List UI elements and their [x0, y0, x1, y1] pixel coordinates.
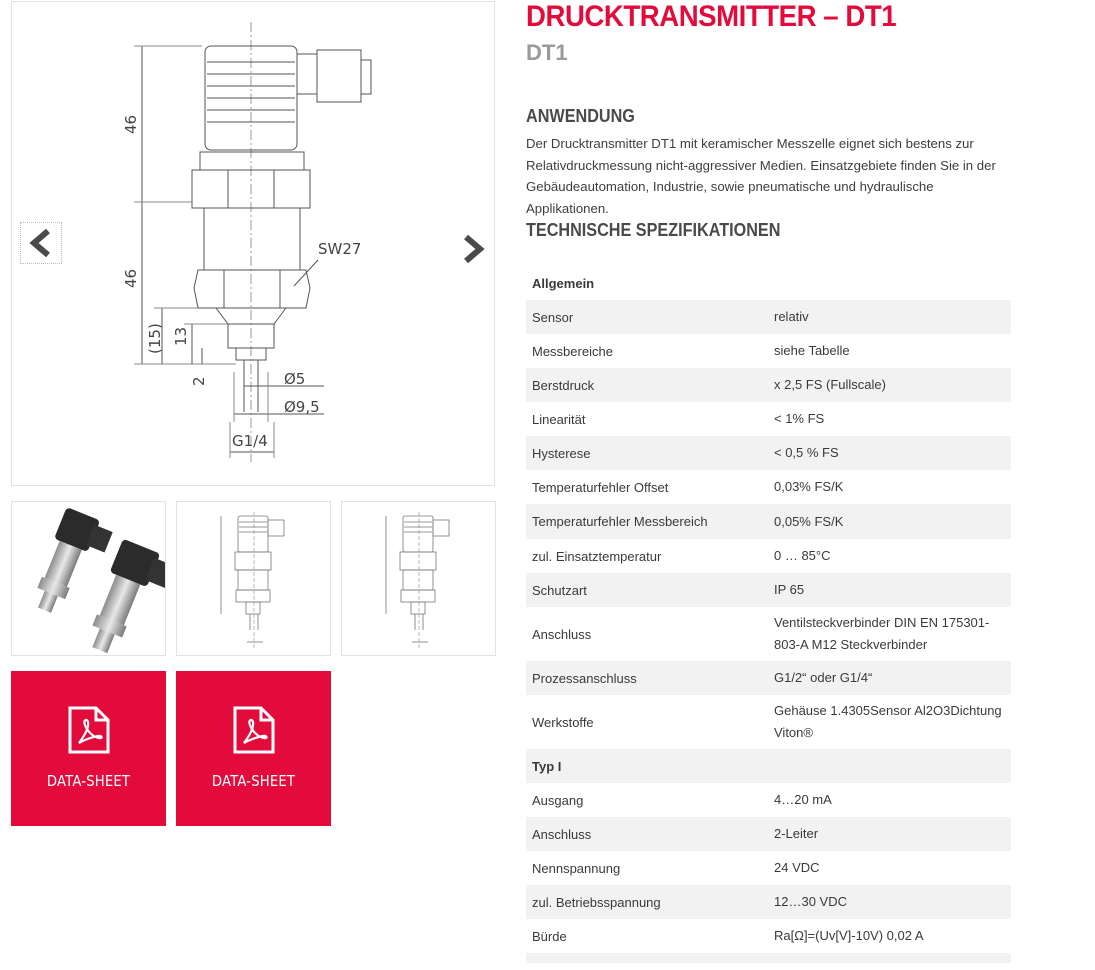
- spec-row: [526, 953, 1011, 963]
- spec-key: Linearität: [532, 411, 586, 427]
- datasheet-label: DATA-SHEET: [211, 772, 296, 790]
- spec-value: 0 … 85°C: [774, 548, 831, 563]
- spec-key: Anschluss: [532, 626, 592, 642]
- spec-row: [526, 851, 1011, 885]
- spec-row: [526, 402, 1011, 436]
- spec-row: [526, 334, 1011, 368]
- spec-key: Werkstoffe: [532, 714, 594, 730]
- spec-key: Nennspannung: [532, 860, 621, 876]
- drawing-thumbnail: [342, 502, 496, 656]
- datasheet-download-button[interactable]: [11, 671, 166, 826]
- application-description: Der Drucktransmitter DT1 mit keramischer Messzelle eignet sich bestens zur Relativdruckmessung nicht-aggressiver Medien. Einsatzgebiete finden Sie in der Gebäudeautomation, Industrie, sowie pneumatische und hydraulische Applikationen.: [526, 136, 996, 216]
- spec-key: Prozessanschluss: [532, 670, 637, 686]
- spec-row: [526, 817, 1011, 851]
- thumbnail-drawing-2[interactable]: [341, 501, 496, 656]
- spec-value: < 0,5 % FS: [774, 445, 839, 460]
- chevron-left-icon: [28, 228, 54, 258]
- spec-value: IP 65: [774, 582, 805, 597]
- chevron-right-icon: [460, 234, 486, 264]
- spec-group-header: [526, 266, 1011, 300]
- spec-key: Anschluss: [532, 826, 592, 842]
- spec-key: Allgemein: [532, 275, 595, 291]
- datasheet-download-button[interactable]: [176, 671, 331, 826]
- spec-row: [526, 368, 1011, 402]
- spec-value: Gehäuse 1.4305Sensor Al2O3Dichtung Viton®: [774, 703, 1002, 740]
- spec-key: Bürde: [532, 928, 567, 944]
- spec-value: Ra[Ω]=(Uv[V]-10V) 0,02 A: [774, 928, 924, 943]
- spec-value: G1/2“ oder G1/4“: [774, 670, 873, 685]
- gallery-next-button[interactable]: [452, 228, 494, 270]
- spec-key: Schutzart: [532, 582, 587, 598]
- spec-row: [526, 919, 1011, 953]
- spec-value: 0,03% FS/K: [774, 479, 844, 494]
- thumbnail-drawing-1[interactable]: [176, 501, 331, 656]
- dimension-label: 13: [172, 326, 190, 346]
- spec-value: relativ: [774, 309, 809, 324]
- specifications-heading: TECHNISCHE SPEZIFIKATIONEN: [526, 220, 781, 240]
- spec-row: [526, 573, 1011, 607]
- product-title: DRUCKTRANSMITTER – DT1: [526, 0, 897, 33]
- spec-key: Sensor: [532, 309, 574, 325]
- pdf-icon: [67, 705, 111, 755]
- dimension-label: (15): [146, 323, 164, 354]
- dimension-label: Ø5: [284, 370, 306, 388]
- spec-value: 0,05% FS/K: [774, 513, 844, 529]
- dimension-label: 46: [122, 114, 140, 134]
- spec-group-header: [526, 749, 1011, 783]
- spec-row: [526, 436, 1011, 470]
- spec-key: Temperaturfehler Offset: [532, 479, 669, 495]
- spec-value: siehe Tabelle: [774, 343, 850, 358]
- product-subtitle: DT1: [526, 40, 568, 65]
- spec-row: [526, 885, 1011, 919]
- spec-value: 24 VDC: [774, 860, 820, 875]
- dimension-label: SW27: [318, 240, 362, 258]
- main-product-image[interactable]: [11, 1, 495, 486]
- spec-key: zul. Einsatztemperatur: [532, 548, 662, 564]
- spec-row: [526, 695, 1011, 749]
- spec-key: Typ I: [532, 758, 562, 774]
- gallery-prev-button[interactable]: [20, 222, 62, 264]
- spec-row: [526, 504, 1011, 539]
- spec-key: Messbereiche: [532, 343, 613, 359]
- spec-value: Ventilsteckverbinder DIN EN 175301-803-A M12 Steckverbinder: [774, 615, 990, 652]
- product-photo: [12, 502, 166, 656]
- spec-row: [526, 539, 1011, 573]
- spec-key: Berstdruck: [532, 377, 595, 393]
- drawing-labels: [12, 2, 496, 487]
- spec-row: [526, 783, 1011, 817]
- drawing-thumbnail: [177, 502, 331, 656]
- spec-key: Hysterese: [532, 445, 591, 461]
- pdf-icon: [232, 705, 276, 755]
- dimension-label: 46: [122, 268, 140, 288]
- spec-row: [526, 470, 1011, 504]
- dimension-label: Ø9,5: [284, 398, 320, 416]
- datasheet-label: DATA-SHEET: [46, 772, 131, 790]
- spec-key: Temperaturfehler Messbereich: [532, 514, 708, 529]
- spec-key: Ausgang: [532, 792, 584, 808]
- spec-row: [526, 661, 1011, 695]
- dimension-label: G1/4: [232, 432, 268, 450]
- application-heading: ANWENDUNG: [526, 106, 635, 126]
- spec-row: [526, 300, 1011, 334]
- spec-value: < 1% FS: [774, 411, 825, 426]
- spec-row: [526, 607, 1011, 661]
- spec-value: x 2,5 FS (Fullscale): [774, 377, 886, 392]
- specifications-table: [526, 266, 1011, 963]
- dimension-label: 2: [190, 376, 208, 386]
- spec-value: 2-Leiter: [774, 826, 819, 841]
- spec-key: zul. Betriebsspannung: [532, 894, 661, 910]
- spec-value: 4…20 mA: [774, 792, 832, 807]
- spec-value: 12…30 VDC: [774, 894, 847, 909]
- thumbnail-product-photo[interactable]: [11, 501, 166, 656]
